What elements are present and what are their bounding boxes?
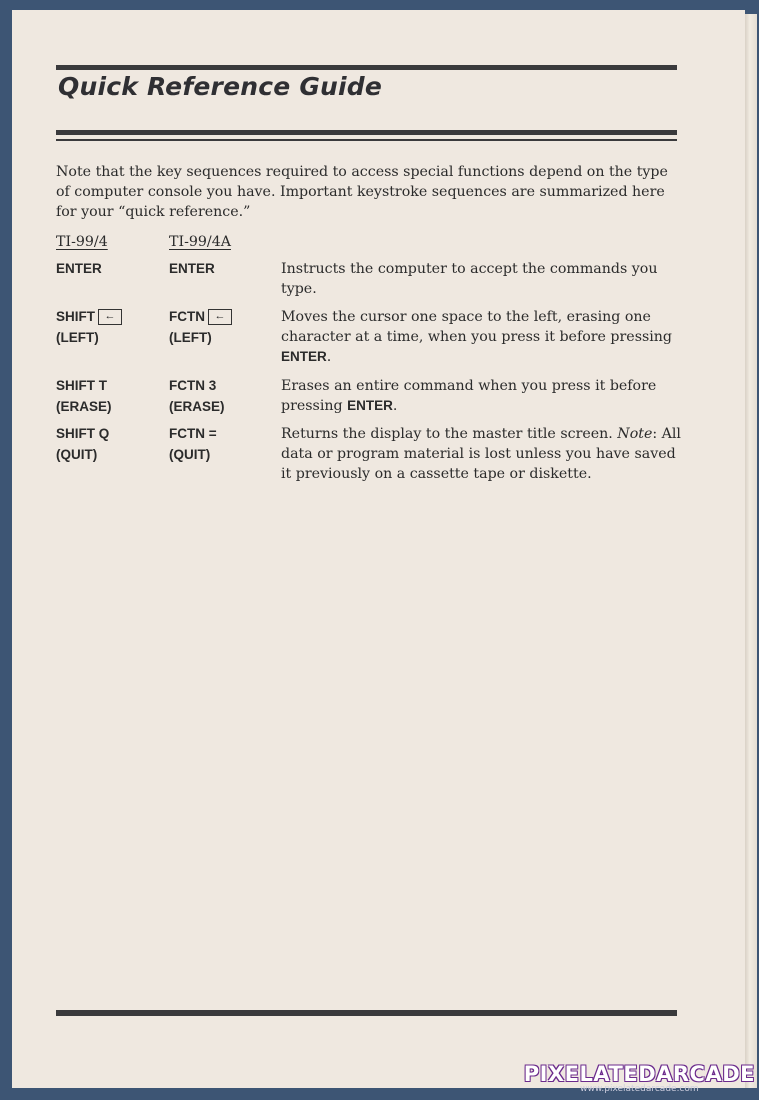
key-label: FCTN [169,309,205,324]
note-label: Note [617,426,653,442]
row-description: Instructs the computer to accept the commands you type. [281,261,658,297]
key-ti994a [169,375,225,417]
key-ti994 [56,375,112,417]
key-ti994 [56,423,109,465]
row-description: Returns the display to the master title screen. Note: All data or program material is lost unless you have saved it previously on a cassette tape or diskette. [281,426,681,482]
key-ti994 [56,258,102,279]
watermark-url: www.pixelatedarcade.com [580,1084,699,1094]
page-title: Quick Reference Guide [58,72,383,101]
watermark-name: PIXELATEDARCADE [523,1062,755,1086]
key-label: ENTER [56,261,102,276]
key-label: ENTER [169,261,215,276]
enter-key-label: ENTER [347,398,393,413]
key-label: (QUIT) [56,447,98,462]
row-description: Erases an entire command when you press it before pressing ENTER. [281,378,657,414]
enter-key-label: ENTER [281,349,327,364]
intro-paragraph: Note that the key sequences required to access special functions depend on the type of computer console you have. Important keystroke sequences are summarized here for your “quick reference.” [56,164,668,220]
left-arrow-key-icon: ← [98,309,122,325]
row-description: Moves the cursor one space to the left, erasing one character at a time, when you press it before pressing ENTER. [281,309,673,365]
column-header-ti994a: TI-99/4A [169,234,231,250]
key-ti994a [169,258,215,279]
key-label: SHIFT T [56,378,107,393]
title-rule-thick [56,130,677,135]
key-label: SHIFT [56,309,95,324]
title-rule-thin [56,139,677,141]
key-label: SHIFT Q [56,426,110,441]
key-label: (QUIT) [169,447,211,462]
left-arrow-key-icon: ← [208,309,232,325]
key-ti994 [56,306,122,348]
key-label: (LEFT) [169,330,212,345]
key-label: FCTN = [169,426,217,441]
key-label: (ERASE) [169,399,225,414]
key-label: (ERASE) [56,399,112,414]
bottom-rule [56,1010,677,1016]
watermark [524,1062,755,1094]
top-rule [56,65,677,70]
column-header-ti994: TI-99/4 [56,234,108,250]
key-ti994a [169,423,217,465]
page-edge [745,14,757,1088]
key-label: (LEFT) [56,330,99,345]
key-label: FCTN 3 [169,378,217,393]
key-ti994a [169,306,232,348]
